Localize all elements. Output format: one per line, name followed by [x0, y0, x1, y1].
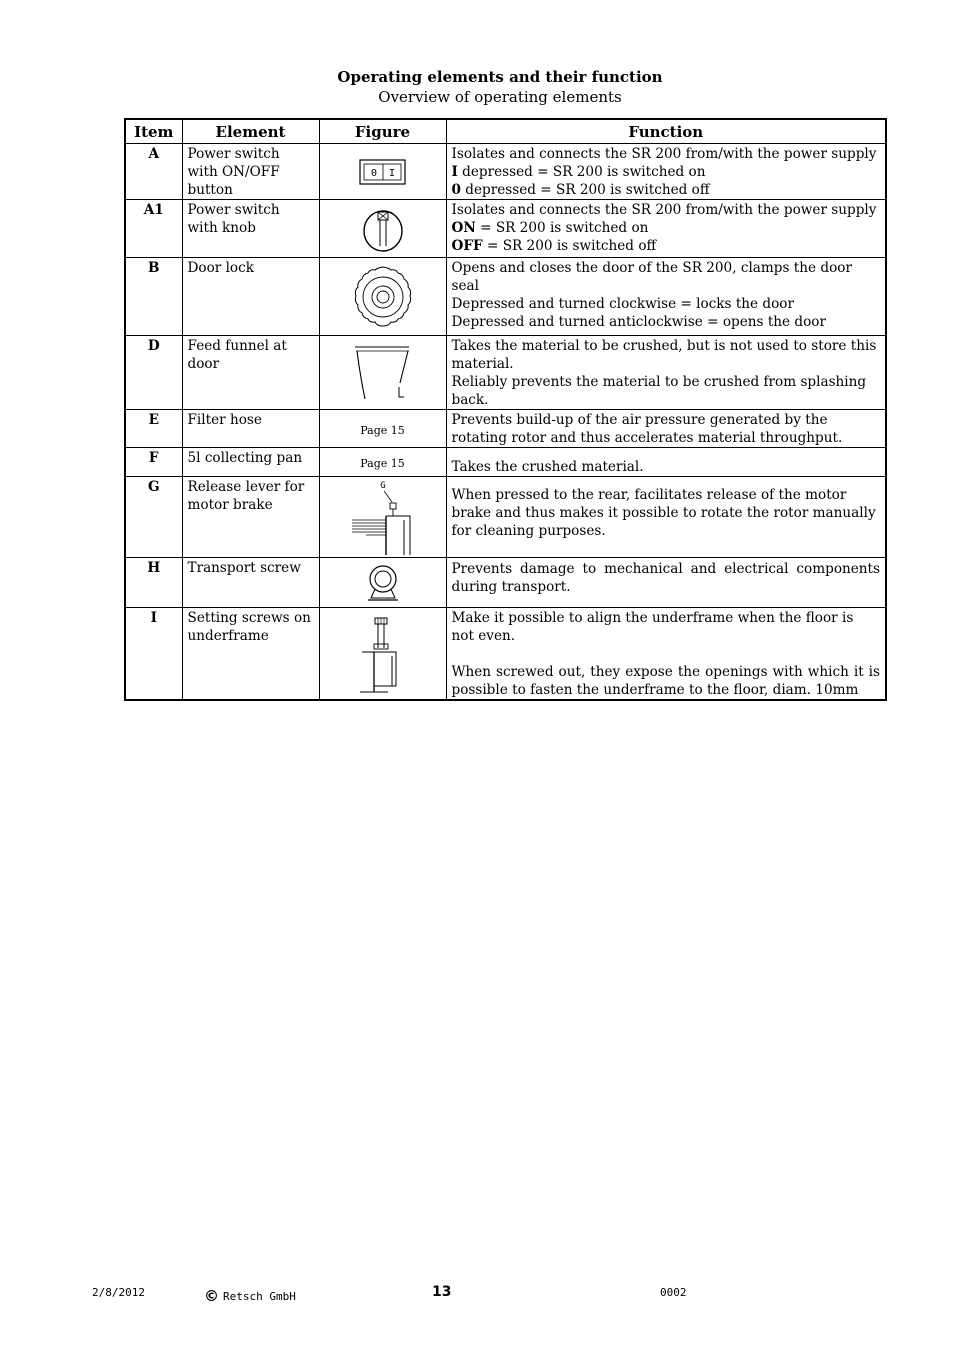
- footer-copyright: [204, 1286, 296, 1304]
- function-line: When pressed to the rear, facilitates release of the motor brake and thus makes it possible to rotate the rotor manually for cleaning purposes.: [451, 487, 876, 539]
- element-cell: Door lock: [182, 258, 319, 336]
- figure-cell: [319, 448, 446, 477]
- figure-cell: [319, 200, 446, 258]
- table-row: [125, 410, 886, 448]
- page-reference: Page 15: [360, 423, 405, 437]
- function-line: Prevents build-up of the air pressure generated by the rotating rotor and thus accelerates material throughput.: [451, 412, 843, 446]
- function-cell: [446, 200, 886, 258]
- header-function: Function: [446, 119, 886, 144]
- switch-on-label: I: [388, 167, 395, 179]
- table-header-row: [125, 119, 886, 144]
- function-line: When screwed out, they expose the openings with which it is possible to fasten the underframe to the floor, diam. 10mm: [451, 664, 880, 698]
- header-item: Item: [125, 119, 182, 144]
- function-line: Takes the crushed material.: [451, 459, 644, 475]
- operating-elements-table: [124, 118, 887, 701]
- item-cell: E: [125, 410, 182, 448]
- table-row: [125, 258, 886, 336]
- item-cell: B: [125, 258, 182, 336]
- function-line: Depressed and turned anticlockwise = opens the door: [451, 314, 826, 330]
- transport-screw-icon: [363, 562, 403, 604]
- function-line: ON = SR 200 is switched on: [451, 220, 649, 236]
- function-cell: [446, 410, 886, 448]
- function-cell: [446, 477, 886, 558]
- footer-page-number: 13: [432, 1284, 452, 1300]
- table-row: [125, 144, 886, 200]
- function-line: Depressed and turned clockwise = locks the door: [451, 296, 794, 312]
- function-line: Make it possible to align the underframe when the floor is not even.: [451, 610, 854, 644]
- figure-cell: [319, 477, 446, 558]
- function-line: Isolates and connects the SR 200 from/with the power supply: [451, 202, 877, 218]
- function-cell: [446, 144, 886, 200]
- element-cell: Setting screws on underframe: [182, 608, 319, 701]
- figure-cell: [319, 336, 446, 410]
- setting-screw-icon: [358, 614, 408, 694]
- figure-cell: [319, 258, 446, 336]
- function-line: Prevents damage to mechanical and electrical components during transport.: [451, 561, 880, 595]
- page-subtitle: Overview of operating elements: [378, 88, 622, 106]
- element-cell: Transport screw: [182, 558, 319, 608]
- figure-cell: [319, 608, 446, 701]
- lever-label: G: [379, 481, 386, 491]
- element-cell: Power switch with ON/OFF button: [182, 144, 319, 200]
- power-switch-button-icon: [359, 157, 407, 187]
- element-cell: 5l collecting pan: [182, 448, 319, 477]
- page-reference: Page 15: [360, 457, 405, 470]
- table-row: [125, 608, 886, 701]
- table-row: [125, 477, 886, 558]
- table-row: [125, 448, 886, 477]
- figure-cell: [319, 144, 446, 200]
- table-row: [125, 336, 886, 410]
- function-line: Reliably prevents the material to be crushed from splashing back.: [451, 374, 867, 408]
- header-figure: Figure: [319, 119, 446, 144]
- function-line: 0 depressed = SR 200 is switched off: [451, 182, 710, 198]
- item-cell: D: [125, 336, 182, 410]
- power-switch-knob-icon: [360, 204, 406, 254]
- function-line: Isolates and connects the SR 200 from/with the power supply: [451, 146, 877, 162]
- footer-code: 0002: [660, 1286, 687, 1299]
- function-line: Takes the material to be crushed, but is not used to store this material.: [451, 338, 877, 372]
- footer-company: Retsch GmbH: [223, 1290, 296, 1303]
- function-line: Opens and closes the door of the SR 200, clamps the door seal: [451, 260, 852, 294]
- item-cell: G: [125, 477, 182, 558]
- function-cell: [446, 608, 886, 701]
- element-cell: Filter hose: [182, 410, 319, 448]
- header-element: Element: [182, 119, 319, 144]
- release-lever-icon: [350, 478, 416, 556]
- figure-cell: [319, 410, 446, 448]
- item-cell: I: [125, 608, 182, 701]
- page-title: Operating elements and their function: [337, 68, 663, 86]
- item-cell: A: [125, 144, 182, 200]
- function-line: I depressed = SR 200 is switched on: [451, 164, 706, 180]
- table-row: [125, 200, 886, 258]
- item-cell: H: [125, 558, 182, 608]
- door-lock-knob-icon: [351, 264, 415, 330]
- function-line: OFF = SR 200 is switched off: [451, 238, 657, 254]
- function-cell: [446, 558, 886, 608]
- element-cell: Release lever for motor brake: [182, 477, 319, 558]
- switch-off-label: 0: [370, 167, 377, 179]
- function-cell: [446, 448, 886, 477]
- copyright-icon: ©: [204, 1287, 219, 1305]
- item-cell: F: [125, 448, 182, 477]
- table-row: [125, 558, 886, 608]
- footer-date: 2/8/2012: [92, 1286, 145, 1299]
- feed-funnel-icon: [353, 343, 413, 403]
- element-cell: Feed funnel at door: [182, 336, 319, 410]
- item-cell: A1: [125, 200, 182, 258]
- function-cell: [446, 336, 886, 410]
- function-cell: [446, 258, 886, 336]
- figure-cell: [319, 558, 446, 608]
- element-cell: Power switch with knob: [182, 200, 319, 258]
